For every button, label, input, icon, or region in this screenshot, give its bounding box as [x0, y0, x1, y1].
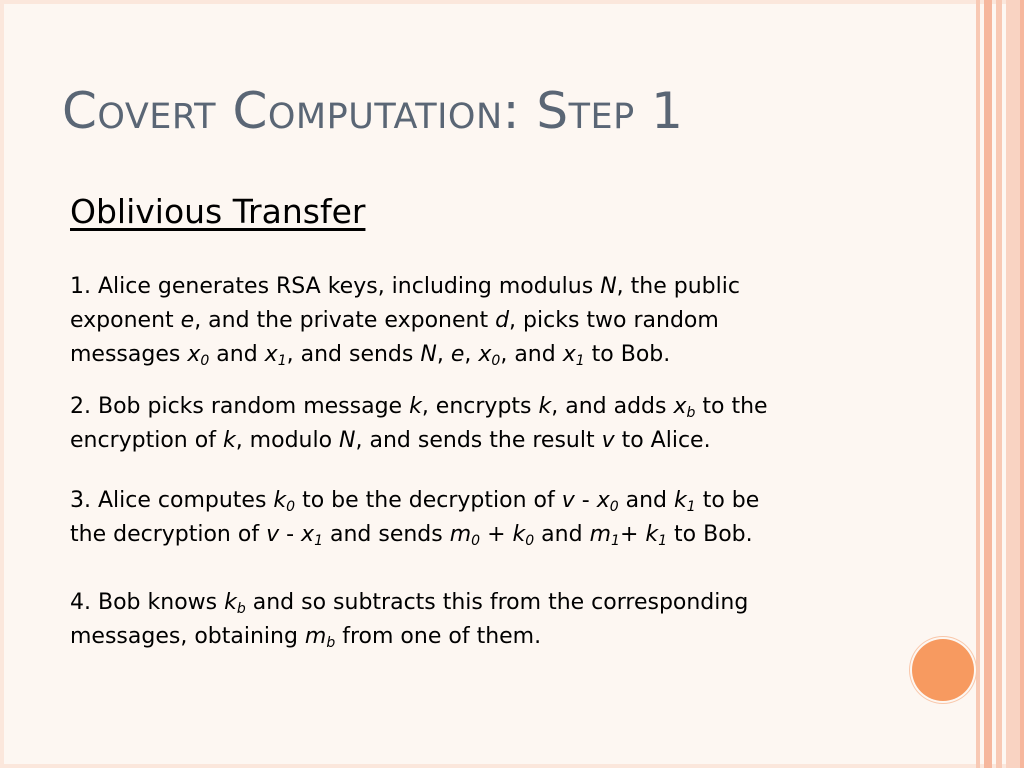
variable: v	[601, 428, 615, 453]
variable: x	[562, 342, 576, 367]
text: +	[480, 522, 513, 547]
text: and sends	[322, 522, 450, 547]
step-number: 2.	[70, 394, 91, 419]
step-number: 3.	[70, 488, 91, 513]
text: -	[279, 522, 302, 547]
variable: m	[449, 522, 472, 547]
variable: x	[478, 342, 492, 367]
step-3-paragraph	[70, 484, 800, 552]
variable: m	[304, 624, 327, 649]
variable: x	[264, 342, 278, 367]
step-number: 1.	[70, 274, 91, 299]
variable: N	[420, 342, 437, 367]
decorative-stripe	[1020, 0, 1024, 768]
slide-border-bottom	[0, 764, 1024, 768]
text: ,	[436, 342, 451, 367]
variable: x	[596, 488, 610, 513]
decorative-stripe	[984, 0, 992, 768]
variable: x	[301, 522, 315, 547]
decorative-stripe	[1006, 0, 1020, 768]
text: -	[574, 488, 597, 513]
text: Alice generates RSA keys, including modulus	[98, 274, 601, 299]
variable: v	[266, 522, 280, 547]
variable: x	[673, 394, 687, 419]
variable: k	[538, 394, 552, 419]
text: , picks two random messages	[70, 308, 719, 367]
text: and	[534, 522, 590, 547]
slide-title: Covert Computation: Step 1	[62, 82, 684, 140]
variable: k	[224, 590, 237, 615]
variable: k	[222, 428, 236, 453]
step-number: 4.	[70, 590, 91, 615]
slide-border-top	[0, 0, 1024, 4]
text: , and adds	[551, 394, 674, 419]
variable: m	[589, 522, 612, 547]
variable: k	[645, 522, 659, 547]
subscript: 1	[611, 533, 620, 549]
text: +	[619, 522, 646, 547]
variable: k	[273, 488, 287, 513]
step-1-paragraph	[70, 270, 800, 372]
text: to be the decryption of	[295, 488, 562, 513]
text: , and the private exponent	[194, 308, 496, 333]
subscript: b	[236, 601, 246, 617]
text: Bob picks random message	[98, 394, 410, 419]
text: to Bob.	[584, 342, 671, 367]
text: to be the decryption of	[70, 488, 760, 547]
text: to Alice.	[614, 428, 711, 453]
text: , and sends	[286, 342, 421, 367]
text: , and	[500, 342, 563, 367]
variable: e	[180, 308, 195, 333]
subscript: 0	[471, 533, 481, 549]
subscript: 0	[491, 353, 501, 369]
variable: k	[512, 522, 526, 547]
text: , the public exponent	[70, 274, 740, 333]
variable: x	[187, 342, 201, 367]
subscript: 0	[525, 533, 535, 549]
text: ,	[464, 342, 479, 367]
text: from one of them.	[335, 624, 542, 649]
variable: k	[674, 488, 687, 513]
decorative-stripe	[976, 0, 980, 768]
text: , modulo	[235, 428, 340, 453]
text: Alice computes	[98, 488, 274, 513]
variable: v	[561, 488, 575, 513]
decorative-circle	[912, 639, 974, 701]
subscript: 0	[286, 499, 296, 515]
variable: k	[409, 394, 422, 419]
subscript: 1	[277, 353, 287, 369]
variable: d	[495, 308, 510, 333]
slide-subtitle: Oblivious Transfer	[70, 192, 366, 231]
text: , encrypts	[421, 394, 539, 419]
subscript: b	[326, 635, 336, 651]
text: and so subtracts this from the corresponding messages, obtaining	[70, 590, 749, 649]
slide-border-left	[0, 0, 4, 768]
variable: e	[450, 342, 465, 367]
subscript: 1	[575, 353, 585, 369]
step-2-paragraph	[70, 390, 800, 458]
text: to Bob.	[667, 522, 753, 547]
text: , and sends the result	[355, 428, 602, 453]
subscript: 1	[658, 533, 668, 549]
step-4-paragraph	[70, 586, 800, 654]
text: and	[618, 488, 675, 513]
subscript: 0	[200, 353, 210, 369]
text: Bob knows	[98, 590, 225, 615]
subscript: 0	[609, 499, 619, 515]
subscript: 1	[314, 533, 323, 549]
text: and	[209, 342, 265, 367]
variable: N	[339, 428, 356, 453]
text: to the encryption of	[70, 394, 768, 453]
decorative-stripe	[996, 0, 1002, 768]
variable: N	[600, 274, 617, 299]
subscript: 1	[686, 499, 696, 515]
subscript: b	[686, 405, 696, 421]
